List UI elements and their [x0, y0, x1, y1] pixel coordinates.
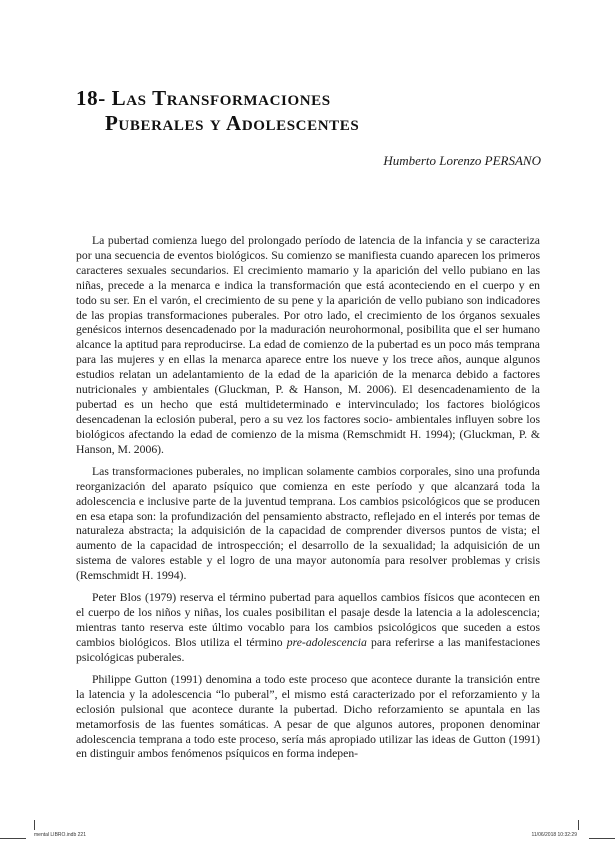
- author-name: Humberto Lorenzo PERSANO: [383, 153, 541, 168]
- chapter-title-line-1: 18- Las Transformaciones: [76, 86, 331, 110]
- paragraph-3-text-a: Peter Blos (1979) reserva el término pubertad para aquellos cambios físicos que acontecen en el cuerpo de los niños y niñas, los cuales posibilitan el pasaje desde la latencia a la adolescencia; mientras tanto reserva este último vocablo para los cambios psicológicos que suceden a estos cambios biológicos. Blos utiliza el término: [76, 591, 540, 649]
- print-file-info: mental LIBRO.indb 221: [34, 832, 86, 838]
- crop-mark: [0, 838, 26, 839]
- paragraph-2: Las transformaciones puberales, no implican solamente cambios corporales, sino una profunda reorganización del aparato psíquico que comienza en este período y que alcanzará toda la adolescencia e inclusive parte de la juventud temprana. Los cambios psicológicos que se producen en esa etapa son: la profundización del pensamiento abstracto, reflejado en el interés por temas de naturaleza abstracta; la adquisición de la capacidad de comprender diversos puntos de vista; el aumento de la capacidad de introspección; el desarrollo de la sexualidad; la adquisición de un sistema de valores estable y el logro de una mayor autonomía para resolver problemas y crisis (Remschmidt H. 1994).: [76, 464, 540, 583]
- paragraph-4: Philippe Gutton (1991) denomina a todo este proceso que acontece durante la transición entre la latencia y la adolescencia “lo puberal”, el mismo está caracterizado por el reforzamiento y la eclosión pulsional que acontece durante la pubertad. Dicho reforzamiento se apuntala en las metamorfosis de las fuentes somáticas. A pesar de que algunos autores, proponen denominar adolescencia temprana a todo este proceso, sería más apropiado utilizar las ideas de Gutton (1991) en distinguir ambos fenómenos psíquicos en forma indepen-: [76, 672, 540, 761]
- body-text: [76, 234, 540, 770]
- paragraph-1: La pubertad comienza luego del prolongado período de latencia de la infancia y se caracteriza por una secuencia de eventos biológicos. Su comienzo se manifiesta cuando aparecen los primeros caracteres sexuales secundarios. El crecimiento mamario y la aparición del vello pubiano en las niñas, precede a la menarca e indica la transformación que está aconteciendo en el cuerpo y en todo su ser. En el varón, el crecimiento de su pene y la aparición de vello pubiano son indicadores de las propias transformaciones puberales. Por otro lado, el crecimiento de los órganos sexuales genésicos internos desencadenado por la maduración neurohormonal, posibilita que el ser humano alcance la aptitud para reproducirse. La edad de comienzo de la pubertad es un poco más temprana para las mujeres y en ellas la menarca aparece entre los nueve y los trece años, aunque algunos estudios relatan un adelantamiento de la edad de la aparición de la menarca debido a factores nutricionales y ambientales (Gluckman, P. & Hanson, M. 2006). El desencadenamiento de la pubertad es un hecho que está multideterminado e intervinculado; los factores biológicos desencadenan la eclosión puberal, pero a su vez los factores socio- ambientales influyen sobre los biológicos afectando la edad de comienzo de la misma (Remschmidt H. 1994); (Gluckman, P. & Hanson, M. 2006).: [76, 234, 540, 456]
- paragraph-3: [76, 591, 540, 666]
- crop-mark: [589, 838, 615, 839]
- print-timestamp: 11/06/2018 10:32:29: [531, 832, 577, 838]
- crop-mark: [34, 820, 35, 830]
- crop-mark: [578, 820, 579, 830]
- chapter-title: [76, 86, 359, 136]
- pre-adolescencia-term: pre-adolescencia: [286, 635, 367, 649]
- paragraph-3-text-b: para referirse a las manifestaciones psicológicas puberales.: [76, 635, 540, 664]
- chapter-title-line-2: Puberales y Adolescentes: [105, 111, 360, 135]
